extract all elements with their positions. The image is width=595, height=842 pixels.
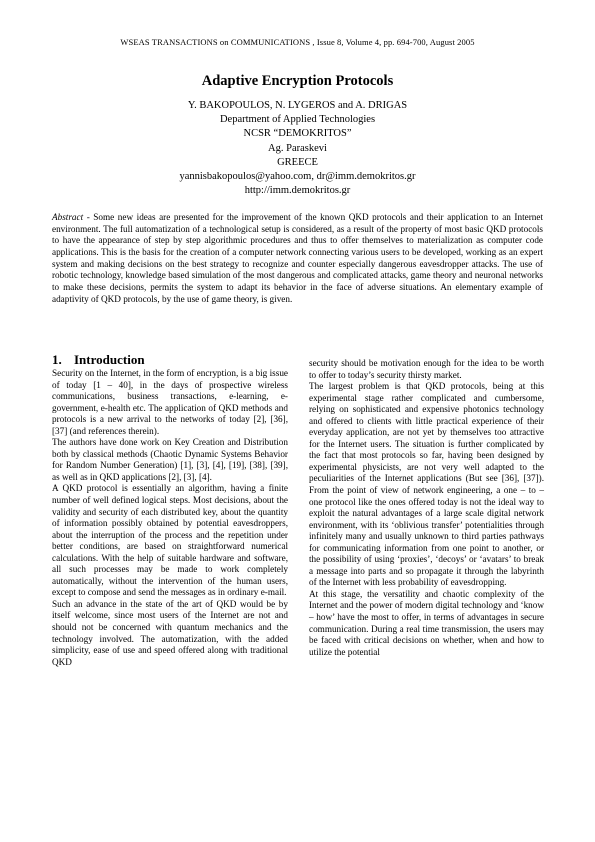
paragraph: Such an advance in the state of the art of QKD would be by itself welcome, since most users of the Internet are not and should not be concerned with quantum mechanics and the technology involved. The automatization, with the added simplicity, ease of use and speed offered along with traditional QKD (52, 598, 288, 667)
paragraph: At this stage, the versatility and chaotic complexity of the Internet and the power of modern digital technology and ‘know – how’ have the most to offer, in terms of advantages in secure communication. During a real time transmission, the users may be faced with critical decisions on whether, when and how to utilize the potential (309, 588, 544, 657)
paragraph: A QKD protocol is essentially an algorithm, having a finite number of well defined logical steps. Most decisions, about the validity and security of each distributed key, about the quantity of information possibly obtained by potential eavesdroppers, about the interruption of the process and the repetition under better conditions, are based on straightforward numerical calculations. With the help of suitable hardware and software, all such processes may be made to work completely automatically, without the intervention of the human users, except to compose and send the messages as in ordinary e-mail. (52, 483, 288, 598)
author-block (0, 99, 595, 198)
author-city: Ag. Paraskevi (268, 142, 327, 154)
right-column (309, 358, 544, 658)
left-column (52, 368, 288, 668)
author-department: Department of Applied Technologies (219, 114, 376, 126)
paragraph: The authors have done work on Key Creation and Distribution both by classical methods (Chaotic Dynamic Systems Behavior for Random Number Generation) [1], [3], [4], [19], [38], [39], as well as in QKD applications [2], [3], [4]. (52, 437, 288, 482)
author-emails: yannisbakopoulos@yahoo.com, dr@imm.demokritos.gr (179, 171, 416, 183)
author-url: http://imm.demokritos.gr (244, 185, 351, 197)
section-title: Introduction (74, 352, 145, 367)
author-institute: NCSR “DEMOKRITOS” (243, 128, 352, 140)
author-country: GREECE (277, 156, 318, 168)
abstract (52, 212, 543, 305)
section-heading (52, 352, 145, 368)
section-number: 1. (52, 352, 62, 367)
paragraph: The largest problem is that QKD protocols, being at this experimental stage rather complicated and cumbersome, relying on sophisticated and expensive photonics technology and offered to clients with little practical experience of their everyday application, are not yet by themselves too attractive for the Internet users. The situation is further complicated by the fact that most protocols so far, having been designed by experimental physicists, are not very well adapted to the peculiarities of the Internet applications (But see [36], [37]). From the point of view of network engineering, a one – to – one protocol like the ones offered today is not the ideal way to exploit the natural advantages of a large scale digital network environment, with its ‘oblivious transfer’ potentialities through infinitely many and usually unknown to third parties pathways for communicating information from one point to another, or the possibility of using ‘proxies’, ‘decoys’ or ‘avatars’ to break a message into parts and so propagate it through the labyrinth of the Internet with less probability of eavesdropping. (309, 381, 544, 588)
abstract-text: - Some new ideas are presented for the improvement of the known QKD protocols and their application to an Internet environment. The full automatization of a technological setup is considered, as a result of the property of most basic QKD protocols to have the appearance of step by step algorithmic procedures and thus to offer themselves to materialization as computer code applications. This is the basis for the creation of a computer network connecting various users to be developed, working as an expert system and making decisions on the best strategy to recognize and counter especially dangerous eavesdropper attacks. The use of robotic technology, knowledge based simulation of the most dangerous and complicated attacks, game theory and neuronal networks to make these decisions, permits the system to adapt its behavior in the face of adverse situations. An elementary example of adaptivity of QKD protocols, by the use of game theory, is given. (52, 212, 543, 304)
abstract-label: Abstract (52, 212, 84, 222)
paragraph: security should be motivation enough for the idea to be worth to offer to today’s security thirsty market. (309, 358, 544, 380)
paragraph: Security on the Internet, in the form of encryption, is a big issue of today [1 – 40], in the days of prospective wireless communications, business transactions, e-learning, e-government, e-health etc. The application of QKD methods and protocols is a new arrival to the networks of today [2], [36], [37] (and references therein). (52, 368, 288, 436)
running-header: WSEAS TRANSACTIONS on COMMUNICATIONS , Issue 8, Volume 4, pp. 694-700, August 2005 (120, 37, 475, 47)
paper-title: Adaptive Encryption Protocols (201, 73, 394, 89)
author-names: Y. BAKOPOULOS, N. LYGEROS and A. DRIGAS (187, 100, 408, 111)
